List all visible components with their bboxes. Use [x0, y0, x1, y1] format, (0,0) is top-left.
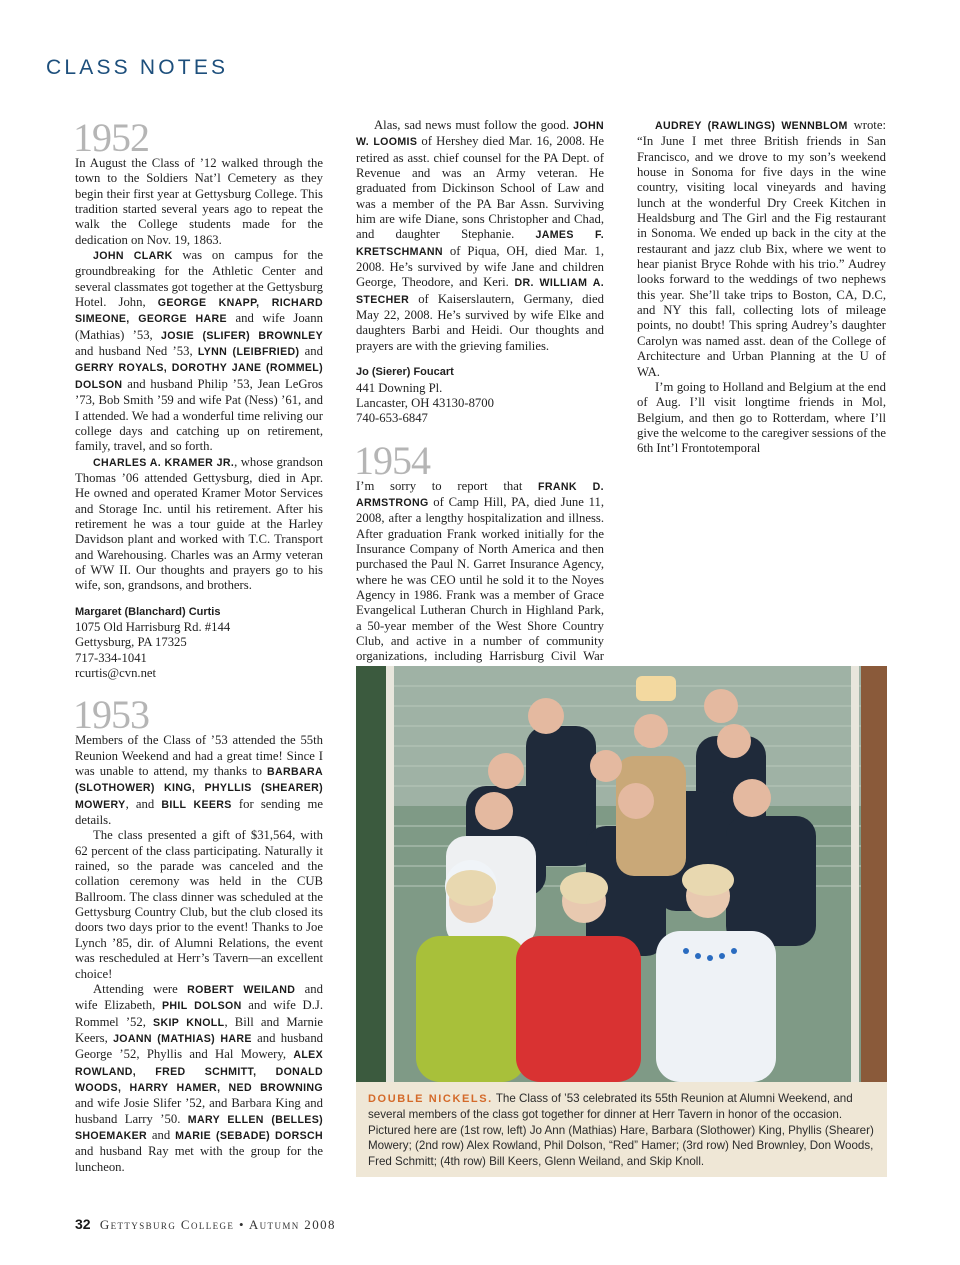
class-correspondent-1952: [75, 605, 323, 682]
correspondent-phone: 740-653-6847: [356, 411, 428, 426]
note-paragraph: CHARLES A. KRAMER JR., whose grandson Thomas ’06 attended Gettysburg, died in Apr. He owned and operated Kramer Motor Services and Storage Inc. until his retirement. After his retirement he was a tour guide at the Harley Davidson plant and worked with T.C. Transport and Warehousing. Charles was an Army veteran of WW II. Our thoughts and prayers go to his wife, son, grandsons, and brothers.: [75, 454, 323, 593]
note-paragraph: Members of the Class of ’53 attended the 55th Reunion Weekend and had a great time! Since I was unable to attend, my thanks to BARBARA (SLOTHOWER) KING, PHYLLIS (SHEARER) MOWERY, and BILL KEERS for sending me details.: [75, 733, 323, 828]
correspondent-address: 1075 Old Harrisburg Rd. #144: [75, 619, 231, 634]
note-paragraph: I’m going to Holland and Belgium at the end of Aug. I’ll visit longtime friends in Mol, Belgium, and then go to Rotterdam, where I’ll give the welcome to the caregiver sessions of the 6th Int’l Frontotemporal: [637, 379, 886, 456]
note-paragraph: AUDREY (RAWLINGS) WENNBLOM wrote: “In June I met three British friends in San Francisco, and we drove to my son’s weekend house in Sonoma for five days in the wine country, visiting local vineyards and having lunch at the wonderful Dry Creek Kitchen in Healdsburg and The Girl and the Fig restaurant in Sonoma. We ended up back in the city at the restaurant and jazz club Bix, where we went to hear pianist Bryce Rohde with his trio.” Audrey looks forward to the weddings of two nephews this year. She’ll take trips to Boston, CA, D.C, and NY this fall, collecting lots of mileage points, no doubt! This spring Audrey’s daughter Carolyn was named asst. dean of the College of Architecture and Urban Planning at the U of WA.: [637, 118, 886, 379]
correspondent-city: Lancaster, OH 43130-8700: [356, 395, 494, 410]
year-heading-1954: 1954: [354, 437, 430, 483]
correspondent-name: Margaret (Blanchard) Curtis: [75, 605, 221, 618]
note-paragraph: JOHN CLARK was on campus for the groundbreaking for the Athletic Center and several classmates got together at the Gettysburg Hotel. John, GEORGE KNAPP, RICHARD SIMEONE, GEORGE HARE and wife Joann (Mathias) ’53, JOSIE (SLIFER) BROWNLEY and husband Ned ’53, LYNN (LEIBFRIED) and GERRY ROYALS, DOROTHY JANE (ROMMEL) DOLSON and husband Philip ’53, Jean LeGros ’73, Bob Smith ’59 and wife Pat (Ness) ’61, and I attended. We had a wonderful time reliving our college days and catching up on retirement, family, travel, and so forth.: [75, 248, 323, 454]
reunion-group-photo: [356, 666, 887, 1082]
correspondent-name: Jo (Sierer) Foucart: [356, 366, 454, 379]
year-heading-1952: 1952: [73, 115, 149, 160]
correspondent-phone: 717-334-1041: [75, 650, 147, 665]
caption-text: The Class of ’53 celebrated its 55th Reunion at Alumni Weekend, and several members of the class got together for dinner at Herr Tavern in honor of the occasion. Pictured here are (1st row, left) Jo Ann (Mathias) Hare, Barbara (Slothower) King, Phyllis (Shearer) Mowery; (2nd row) Alex Rowland, Phil Dolson, “Red” Hamer; (3rd row) Ned Brownley, Don Woods, Fred Schmitt; (4th row) Bill Keers, Glenn Weiland, and Skip Knoll.: [368, 1092, 874, 1168]
class-correspondent-1953: [356, 365, 604, 426]
page-footer: [75, 1216, 336, 1233]
correspondent-address: 441 Downing Pl.: [356, 380, 443, 395]
group-photo-illustration: [356, 666, 887, 1082]
column-1: [73, 115, 324, 1175]
correspondent-email: rcurtis@cvn.net: [75, 666, 157, 680]
caption-label: DOUBLE NICKELS.: [368, 1093, 493, 1105]
note-paragraph: Attending were ROBERT WEILAND and wife Elizabeth, PHIL DOLSON and wife D.J. Rommel ’52, SKIP KNOLL, Bill and Marnie Keers, JOANN (MATHIAS) HARE and husband George ’52, Phyllis and Hal Mowery, ALEX ROWLAND, FRED SCHMITT, DONALD WOODS, HARRY HAMER, NED BROWNING and wife Josie Slifer ’52, and Barbara King and husband Larry ’50. MARY ELLEN (BELLES) SHOEMAKER and MARIE (SEBADE) DORSCH and husband Ray met with the group for the luncheon.: [75, 981, 324, 1174]
section-title: CLASS NOTES: [46, 56, 229, 79]
correspondent-city: Gettysburg, PA 17325: [75, 635, 187, 650]
note-paragraph: In August the Class of ’12 walked through the town to the Soldiers Nat’l Cemetery as they begin their first year at Gettysburg College. This tradition started several years ago to repeat the walk the College students made for the dedication on Nov. 19, 1863.: [75, 156, 323, 247]
note-paragraph: Alas, sad news must follow the good. JOHN W. LOOMIS of Hershey died Mar. 16, 2008. He retired as asst. chief counsel for the PA Dept. of Revenue and was an Army veteran. He graduated from Dickinson School of Law and was a member of the PA Bar Assn. Surviving him are wife Diane, sons Christopher and Chad, and daughter Stephanie. JAMES F. KRETSCHMANN of Piqua, OH, died Mar. 1, 2008. He’s survived by wife Jane and children George, Theodore, and Keri. DR. WILLIAM A. STECHER of Kaiserslautern, Germany, died May 22, 2008. He’s survived by wife Elke and daughters Barbi and Heidi. Our thoughts and prayers are with the grieving families.: [356, 118, 604, 353]
note-paragraph-continued: I’m sorry to report that FRANK D. ARMSTRONG of Camp Hill, PA, died June 11, 2008, after a lengthy hospitalization and illness. After graduation Frank worked initially for the Insurance Company of North America and then purchased the Paul N. Garret Insurance Agency, where he was CEO until he sold it to the Noyes Agency in 1986. Frank was a member of Grace Evangelical Lutheran Church in Highland Park, a 50-year member of the West Shore Country Club, and active in a number of community organizations, including Harrisburg Civil War: [356, 478, 604, 664]
note-paragraph: The class presented a gift of $31,564, with 62 percent of the class participating. Naturally it rained, so the parade was canceled and the collation ceremony was held in the CUB Ballroom. The class dinner was scheduled at the Gettysburg Country Club, but the club closed its doors two days prior to the event! Thanks to Joe Lynch ’85, dir. of Alumni Relations, the event was rescheduled at Herr’s Tavern—an excellent choice!: [75, 828, 323, 981]
photo-caption: [356, 1082, 887, 1177]
publication-name: Gettysburg College • Autumn 2008: [99, 1217, 336, 1232]
page-number: 32: [75, 1216, 91, 1232]
column-3: [637, 118, 886, 457]
year-heading-1953: 1953: [73, 692, 149, 738]
